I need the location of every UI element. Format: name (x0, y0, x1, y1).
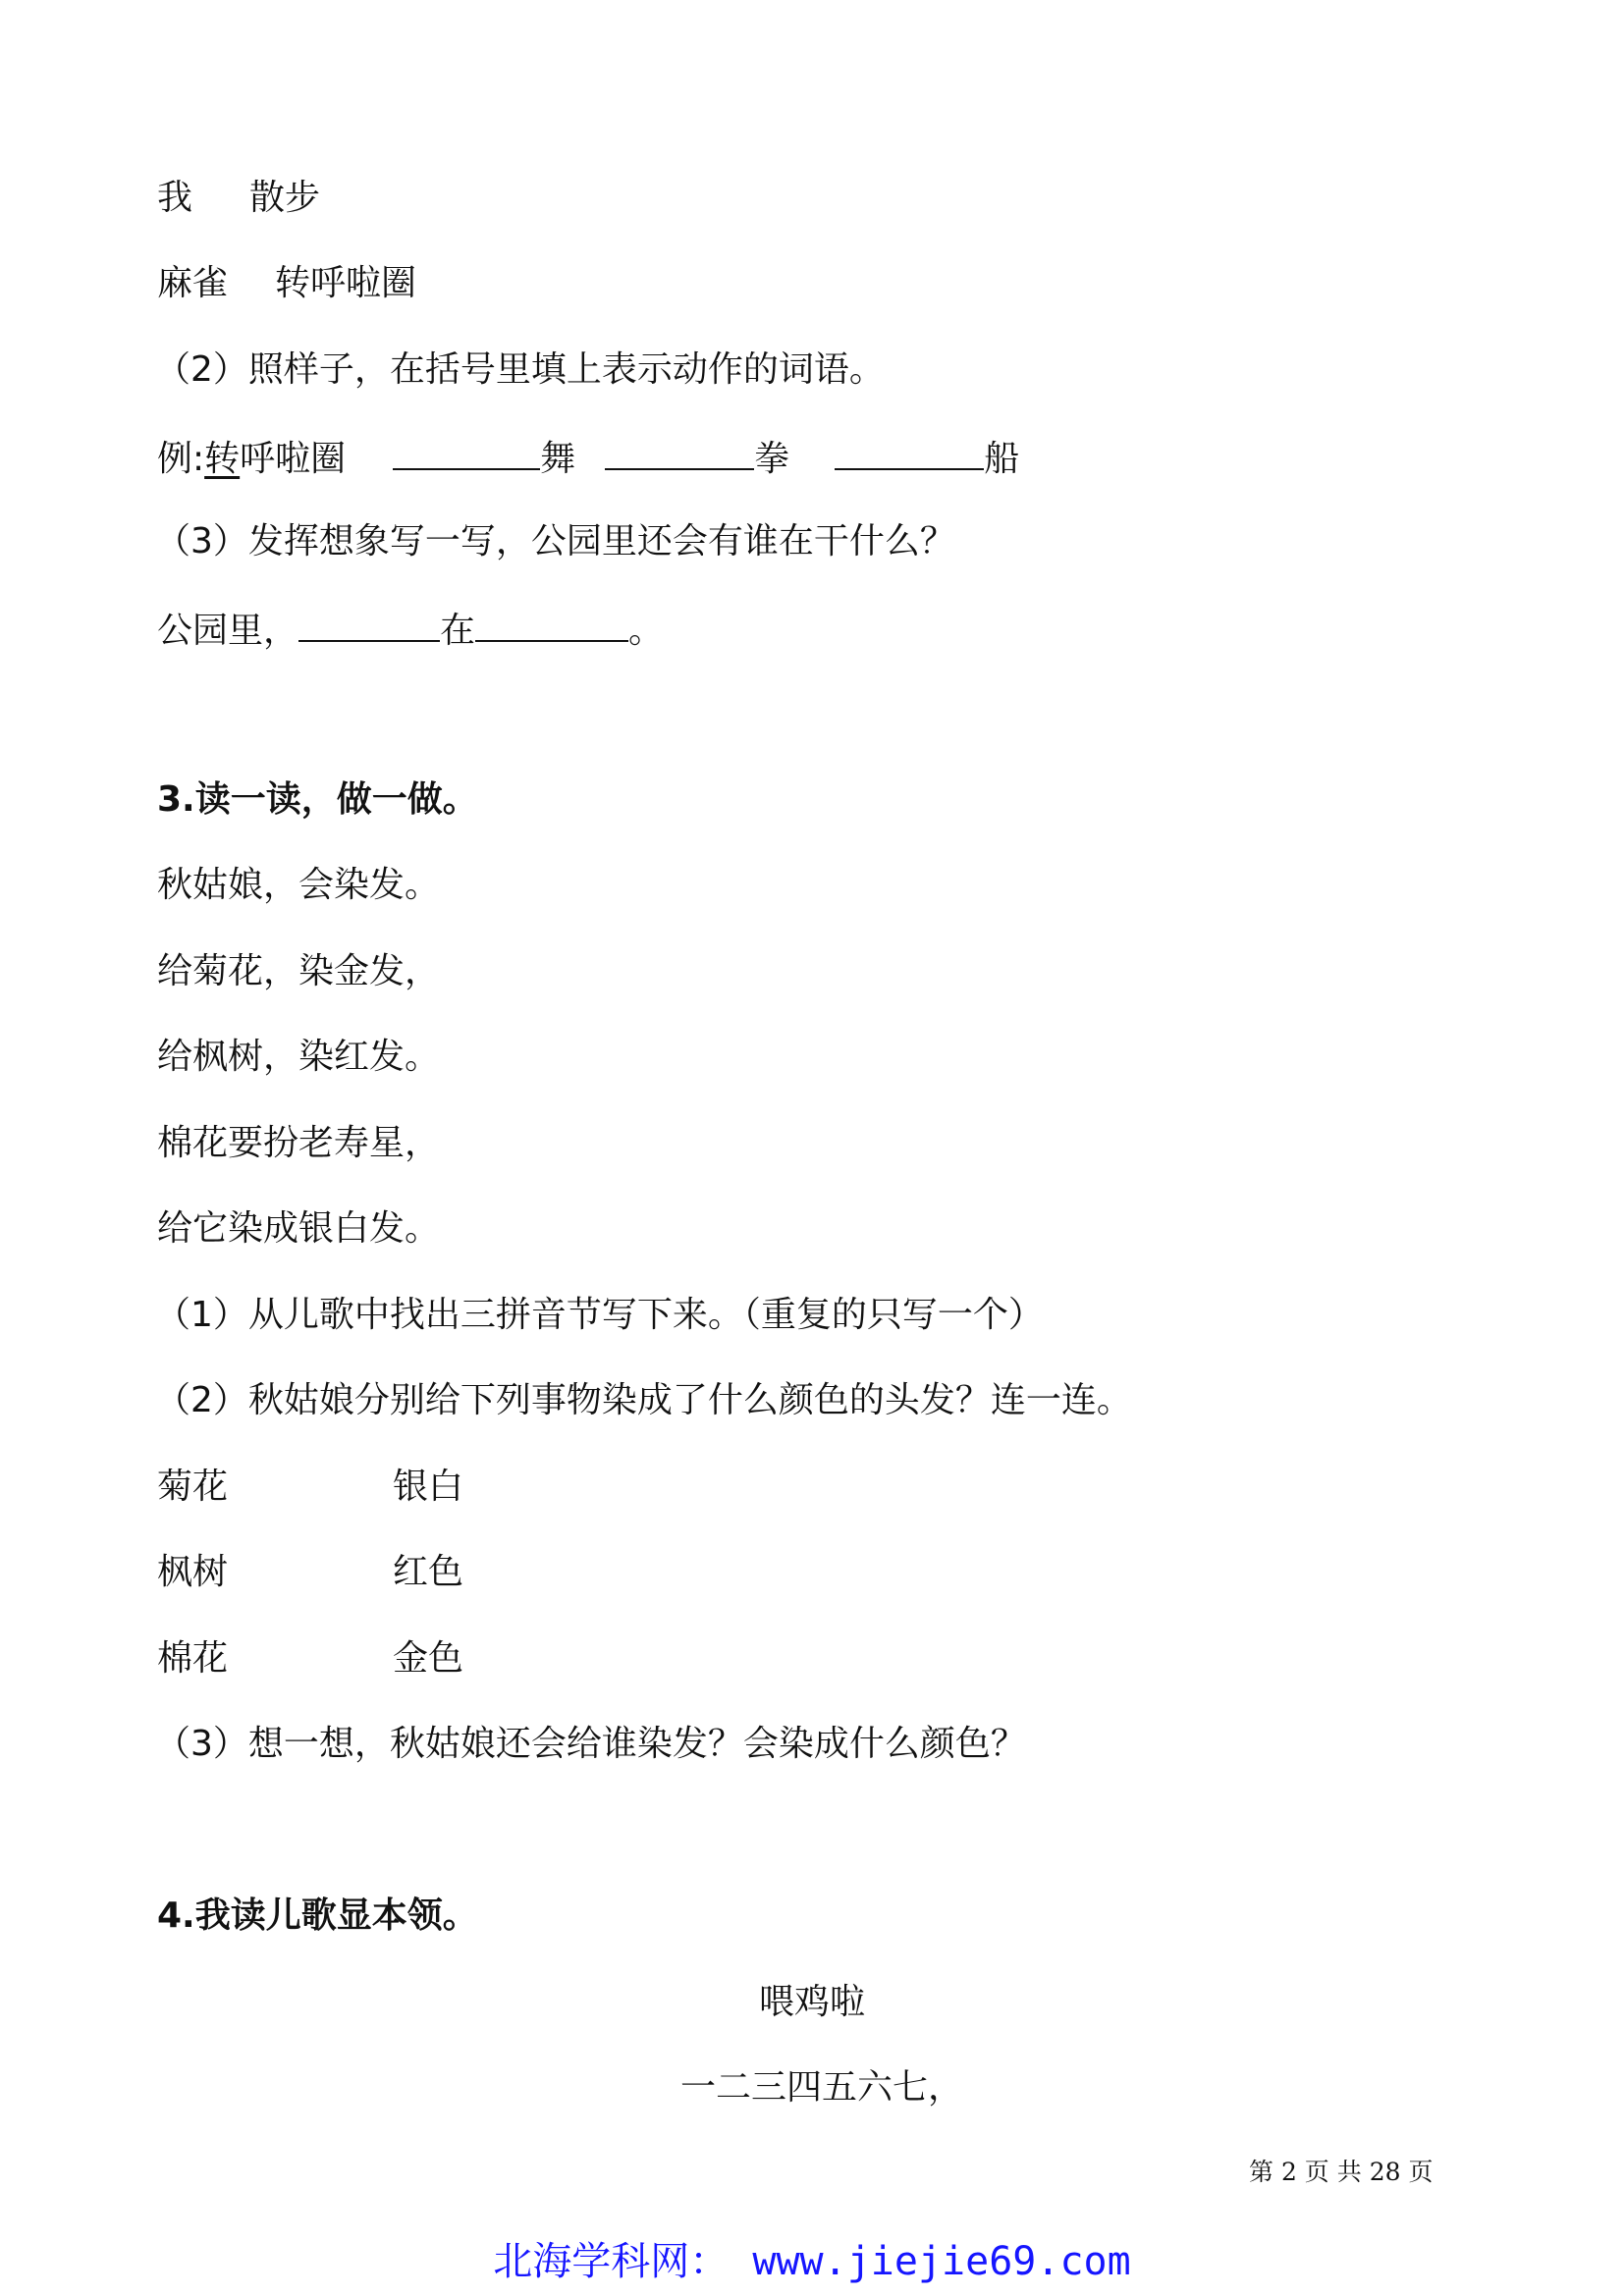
poem-line: 秋姑娘，会染发。 (157, 865, 441, 905)
section-4-heading: 4.我读儿歌显本领。 (157, 1896, 478, 1936)
fill-end: 。 (628, 611, 665, 651)
match-left: 棉花 (157, 1638, 229, 1679)
question-2: （2）秋姑娘分别给下列事物染成了什么颜色的头发？连一连。 (155, 1380, 1132, 1420)
pair-row (157, 177, 320, 220)
pair-left: 麻雀 (157, 263, 229, 303)
example-row (157, 435, 1019, 481)
watermark: 北海学科网： www.jiejie69.com (493, 2239, 1131, 2284)
blank-item: 拳 (754, 439, 790, 479)
section-3-heading: 3.读一读，做一做。 (157, 779, 478, 820)
blank-item: 舞 (540, 439, 576, 479)
blank-item: 船 (984, 439, 1020, 479)
example-underlined: 转 (204, 439, 241, 479)
poem-line: 给枫树，染红发。 (157, 1037, 441, 1077)
poem-line: 给它染成银白发。 (157, 1208, 441, 1249)
blank-field[interactable] (393, 435, 540, 470)
page-number: 第 2 页 共 28 页 (1249, 2158, 1434, 2186)
blank-field[interactable] (298, 607, 440, 642)
match-left: 枫树 (157, 1552, 229, 1592)
pair-right: 转呼啦圈 (275, 263, 417, 303)
fill-row (157, 607, 664, 653)
question-1: （1）从儿歌中找出三拼音节写下来。（重复的只写一个） (155, 1295, 1044, 1335)
match-row (157, 1466, 463, 1509)
question-3: （3）想一想，秋姑娘还会给谁染发？会染成什么颜色？ (155, 1724, 1026, 1764)
blank-field[interactable] (835, 435, 984, 470)
pair-row (157, 262, 416, 305)
blank-field[interactable] (475, 607, 628, 642)
match-row (157, 1637, 463, 1681)
fill-prefix: 公园里， (157, 611, 299, 651)
question-3: （3）发挥想象写一写，公园里还会有谁在干什么？ (155, 521, 955, 561)
poem-line: 一二三四五六七， (679, 2067, 963, 2108)
match-row (157, 1551, 463, 1594)
poem-title: 喂鸡啦 (758, 1982, 865, 2022)
question-2: （2）照样子，在括号里填上表示动作的词语。 (155, 349, 885, 390)
match-right: 金色 (393, 1638, 464, 1679)
pair-right: 散步 (249, 178, 321, 218)
poem-line: 给菊花，染金发， (157, 951, 441, 991)
fill-mid: 在 (440, 611, 476, 651)
match-left: 菊花 (157, 1467, 229, 1507)
match-right: 红色 (393, 1552, 464, 1592)
example-rest: 呼啦圈 (240, 439, 347, 479)
match-right: 银白 (393, 1467, 464, 1507)
blank-field[interactable] (605, 435, 754, 470)
example-prefix: 例: (157, 439, 205, 479)
poem-line: 棉花要扮老寿星， (157, 1123, 441, 1163)
pair-left: 我 (157, 178, 193, 218)
